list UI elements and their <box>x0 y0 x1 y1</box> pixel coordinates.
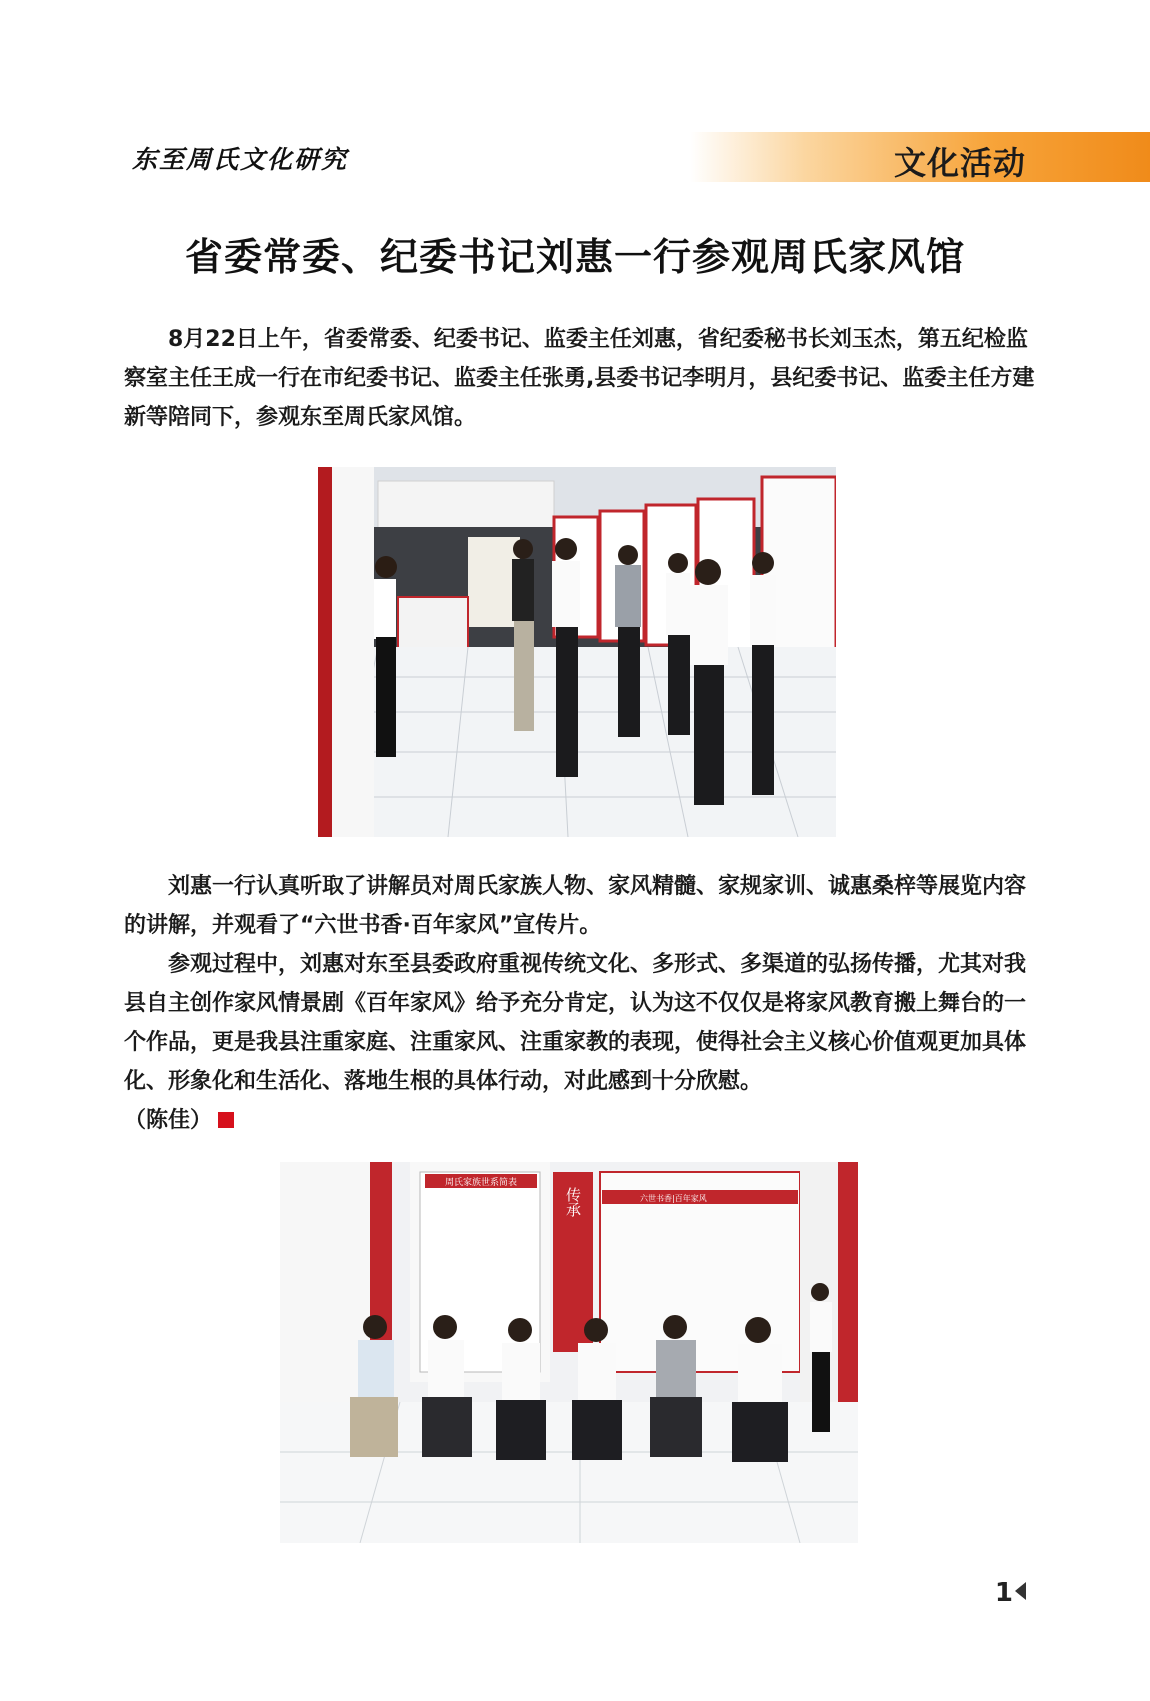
article-author: （陈佳） <box>124 1108 213 1133</box>
photo-guide-presentation <box>318 467 836 837</box>
article-paragraph-2: 刘惠一行认真听取了讲解员对周氏家族人物、家风精髓、家规家训、诚惠桑梓等展览内容的讲解，并观看了“六世书香·百年家风”宣传片。 <box>124 874 1027 938</box>
photo-panel-title: 周氏家族世系简表 <box>444 1178 518 1188</box>
end-mark-square <box>218 1112 234 1128</box>
brand-logo: 东至周氏文化研究 <box>132 145 349 174</box>
page-number <box>995 1578 1026 1608</box>
article-headline: 省委常委、纪委书记刘惠一行参观周氏家风馆 <box>184 234 965 279</box>
photo-board-title: 六世书香|百年家风 <box>640 1194 707 1203</box>
photo-seated-visitors <box>280 1162 858 1543</box>
page-number-text: 1 <box>994 1578 1013 1608</box>
paragraph-3-text: 参观过程中，刘惠对东至县委政府重视传统文化、多形式、多渠道的弘扬传播，尤其对我县自主创作家风情景剧《百年家风》给予充分肯定，认为这不仅仅是将家风教育搬上舞台的一个作品，更是我县注重家庭、注重家风、注重家教的表现，使得社会主义核心价值观更加具体化、形象化和生活化、落地生根的具体行动，对此感到十分欣慰。 <box>124 952 1027 1094</box>
article-paragraph-1: 8月22日上午，省委常委、纪委书记、监委主任刘惠，省纪委秘书长刘玉杰，第五纪检监察室主任王成一行在市纪委书记、监委主任张勇,县委书记李明月，县纪委书记、监委主任方建新等陪同下，参观东至周氏家风馆。 <box>124 327 1035 430</box>
photo-red-panel-text: 传承 <box>564 1187 582 1217</box>
page-arrow-icon <box>1015 1582 1026 1600</box>
section-title: 文化活动 <box>893 144 1026 182</box>
article-paragraph-3 <box>124 945 1036 1140</box>
